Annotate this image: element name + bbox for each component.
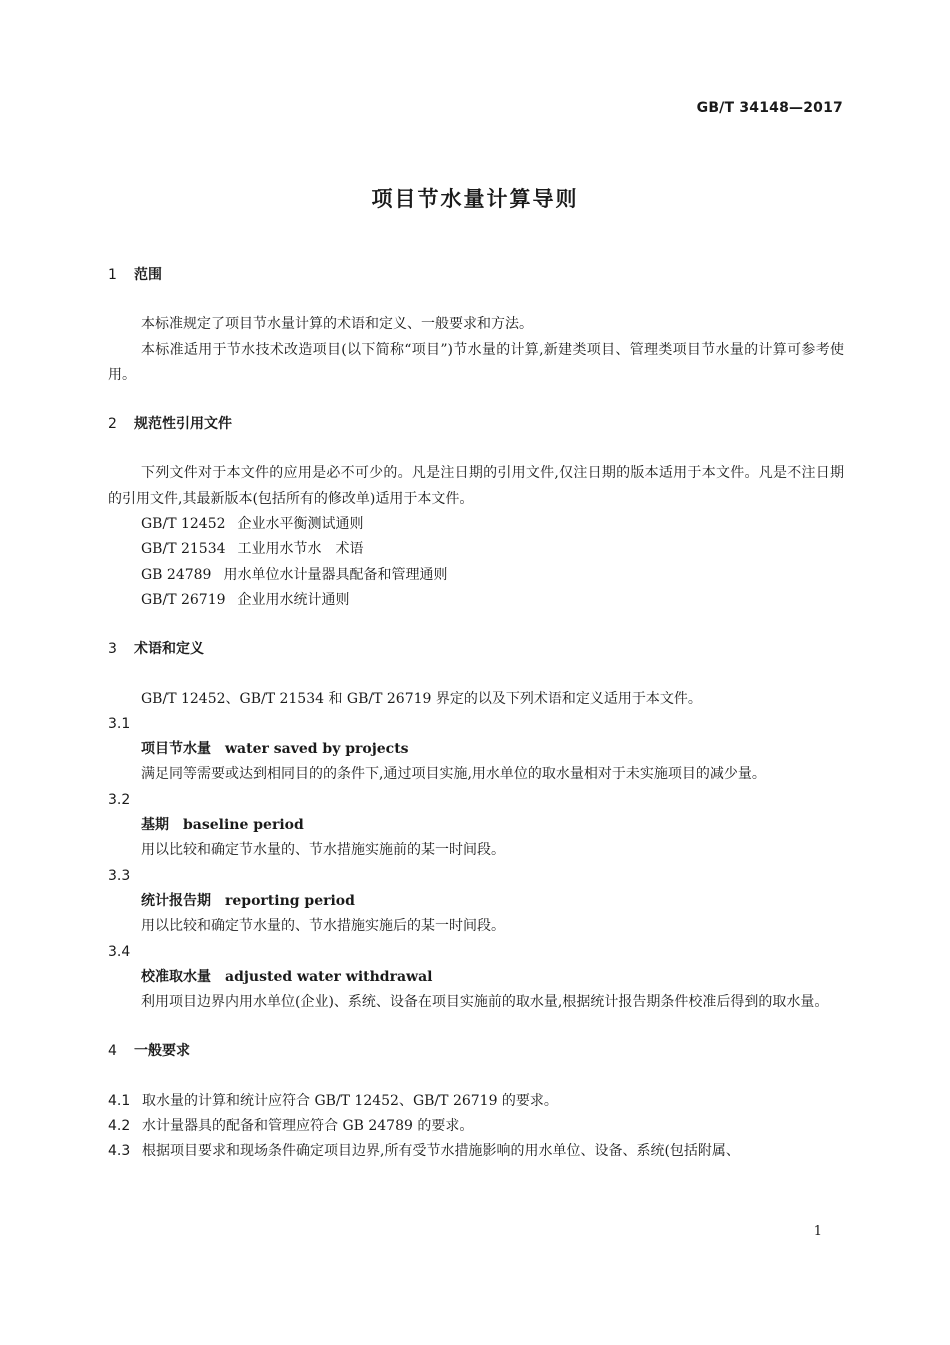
standard-code: GB/T 34148—2017 [696, 100, 843, 116]
term-definition: 利用项目边界内用水单位(企业)、系统、设备在项目实施前的取水量,根据统计报告期条件校准后得到的取水量。 [141, 994, 829, 1011]
clause-number: 3.2 [108, 791, 131, 808]
term-entry [108, 813, 844, 838]
requirement-number: 4.3 [108, 1143, 131, 1160]
reference-item [108, 563, 844, 588]
term-entry [108, 889, 844, 914]
requirement-item [108, 1089, 844, 1114]
section-title: 规范性引用文件 [134, 416, 232, 433]
paragraph: 下列文件对于本文件的应用是必不可少的。凡是注日期的引用文件,仅注日期的版本适用于本文件。凡是不注日期的引用文件,其最新版本(包括所有的修改单)适用于本文件。 [108, 465, 844, 507]
reference-item [108, 588, 844, 613]
reference-name: 用水单位水计量器具配备和管理通则 [223, 566, 448, 583]
reference-code: GB/T 12452 [141, 516, 226, 533]
requirement-text: 水计量器具的配备和管理应符合 GB 24789 的要求。 [142, 1118, 474, 1135]
requirement-number: 4.2 [108, 1118, 131, 1135]
reference-code: GB/T 21534 [141, 541, 226, 558]
section-number: 2 [108, 416, 117, 433]
reference-code: GB 24789 [141, 566, 212, 583]
section-title: 一般要求 [134, 1043, 190, 1060]
term-entry [108, 965, 844, 990]
term-zh: 基期 [141, 817, 169, 834]
term-en: baseline period [183, 817, 304, 834]
term-definition: 用以比较和确定节水量的、节水措施实施后的某一时间段。 [141, 918, 505, 935]
clause-number: 3.4 [108, 943, 131, 960]
paragraph: 本标准适用于节水技术改造项目(以下简称“项目”)节水量的计算,新建类项目、管理类项目节水量的计算可参考使用。 [108, 341, 844, 383]
reference-item [108, 512, 844, 537]
reference-name: 企业水平衡测试通则 [237, 516, 364, 533]
requirement-number: 4.1 [108, 1092, 131, 1109]
reference-name: 工业用水节水 术语 [237, 541, 364, 558]
requirement-text: 取水量的计算和统计应符合 GB/T 12452、GB/T 26719 的要求。 [142, 1092, 558, 1109]
term-zh: 统计报告期 [141, 892, 211, 909]
requirement-text: 根据项目要求和现场条件确定项目边界,所有受节水措施影响的用水单位、设备、系统(包括附属、 [142, 1143, 740, 1160]
requirement-item [108, 1139, 844, 1164]
term-en: water saved by projects [225, 741, 409, 758]
section-heading-4 [108, 1039, 844, 1064]
section-heading-3 [108, 637, 844, 662]
reference-code: GB/T 26719 [141, 591, 226, 608]
section-number: 4 [108, 1043, 117, 1060]
requirement-item [108, 1114, 844, 1139]
section-number: 1 [108, 267, 117, 283]
term-definition: 满足同等需要或达到相同目的的条件下,通过项目实施,用水单位的取水量相对于未实施项目的减少量。 [141, 766, 766, 783]
reference-item [108, 537, 844, 562]
term-en: reporting period [225, 892, 355, 909]
section-number: 3 [108, 641, 117, 658]
term-definition: 用以比较和确定节水量的、节水措施实施前的某一时间段。 [141, 842, 505, 859]
term-zh: 项目节水量 [141, 741, 211, 758]
page-number: 1 [813, 1224, 822, 1239]
document-title: 项目节水量计算导则 [371, 187, 579, 211]
term-en: adjusted water withdrawal [225, 968, 433, 985]
clause-number: 3.3 [108, 867, 131, 884]
paragraph: GB/T 12452、GB/T 21534 和 GB/T 26719 界定的以及下列术语和定义适用于本文件。 [141, 690, 702, 707]
section-heading-1 [108, 263, 844, 288]
term-zh: 校准取水量 [141, 968, 211, 985]
paragraph: 本标准规定了项目节水量计算的术语和定义、一般要求和方法。 [141, 316, 533, 333]
reference-name: 企业用水统计通则 [237, 591, 350, 608]
document-body [108, 263, 844, 1165]
section-heading-2 [108, 412, 844, 437]
section-title: 范围 [134, 267, 162, 283]
clause-number: 3.1 [108, 715, 131, 732]
term-entry [108, 737, 844, 762]
section-title: 术语和定义 [134, 641, 204, 658]
